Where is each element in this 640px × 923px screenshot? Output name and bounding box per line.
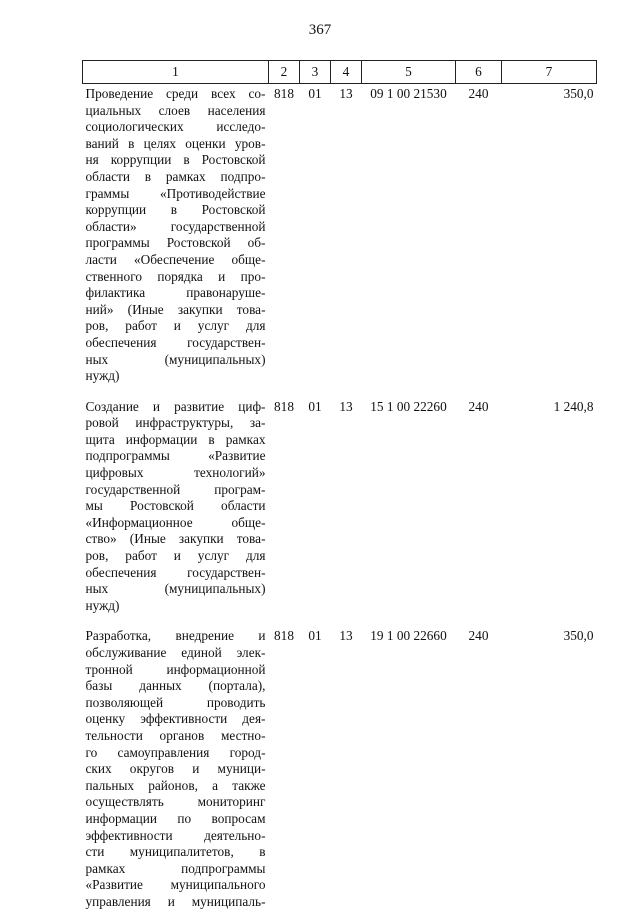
row-description	[83, 397, 269, 627]
header-col-5: 5	[362, 61, 456, 84]
row-expense-type: 240	[468, 398, 489, 414]
row-subsection-code: 13	[339, 628, 353, 644]
header-col-4: 4	[331, 61, 362, 84]
header-col-2: 2	[269, 61, 300, 84]
row-section-code: 01	[308, 628, 322, 644]
table-row	[83, 84, 597, 397]
row-subsection-code: 13	[339, 86, 353, 101]
row-target-code: 09 1 00 21530	[370, 86, 447, 101]
page-number: 367	[308, 22, 332, 38]
row-target-code: 15 1 00 22260	[370, 398, 447, 414]
header-col-3: 3	[300, 61, 331, 84]
row-description-text: Создание и развитие циф- ровой инфраструктуры, за- щита информации в рамках подпрограммы «Развитие цифровых технологий» государственной програм- мы Ростовской области «Информационное обще- ство» (Иные закупки това- ров, работ и услуг для обеспечения государствен- ных (муниципальных)	[85, 398, 266, 597]
row-amount: 350,0	[563, 86, 594, 101]
row-amount: 1 240,8	[553, 398, 594, 414]
header-row	[83, 61, 597, 84]
row-description-end: нужд)	[85, 368, 120, 384]
row-target-code: 19 1 00 22660	[370, 628, 447, 644]
row-ministry-code: 818	[274, 628, 294, 644]
row-description	[83, 84, 269, 397]
row-ministry-code: 818	[274, 86, 294, 101]
row-description-end: нужд)	[85, 597, 120, 613]
budget-table	[82, 60, 597, 923]
row-description	[83, 626, 269, 922]
row-expense-type: 240	[468, 628, 489, 644]
table-row	[83, 397, 597, 627]
row-description-text: Проведение среди всех со- циальных слоев населения социологических исследо- ваний в целях оценки уров- ня коррупции в Ростовской области в рамках подпро- граммы «Противодействие коррупции в Ростовской области» государственной программы Ростовской об- ласти «Обеспечение обще- ственного порядка и про- филактика правонаруше- ний» (Иные закупки това- ров, работ и услуг для обеспечения государствен- ных (муниципальных)	[85, 86, 266, 367]
row-ministry-code: 818	[274, 398, 294, 414]
header-col-7: 7	[502, 61, 597, 84]
row-subsection-code: 13	[339, 398, 353, 414]
header-col-6: 6	[456, 61, 502, 84]
header-col-1: 1	[83, 61, 269, 84]
row-description-text: Разработка, внедрение и обслуживание единой элек- тронной информационной базы данных (портала), позволяющей проводить оценку эффективности дея- тельности органов местно- го самоуправления город- ских округов и муници- пальных районов, а также осуществлять мониторинг информации по вопросам эффективности деятельно- сти муниципалитетов, в рамках подпрограммы «Развитие муниципального управления и муниципаль-	[85, 628, 266, 909]
row-amount: 350,0	[563, 628, 594, 644]
row-expense-type: 240	[468, 86, 489, 101]
row-section-code: 01	[308, 398, 322, 414]
row-section-code: 01	[308, 86, 322, 101]
table-row	[83, 626, 597, 922]
